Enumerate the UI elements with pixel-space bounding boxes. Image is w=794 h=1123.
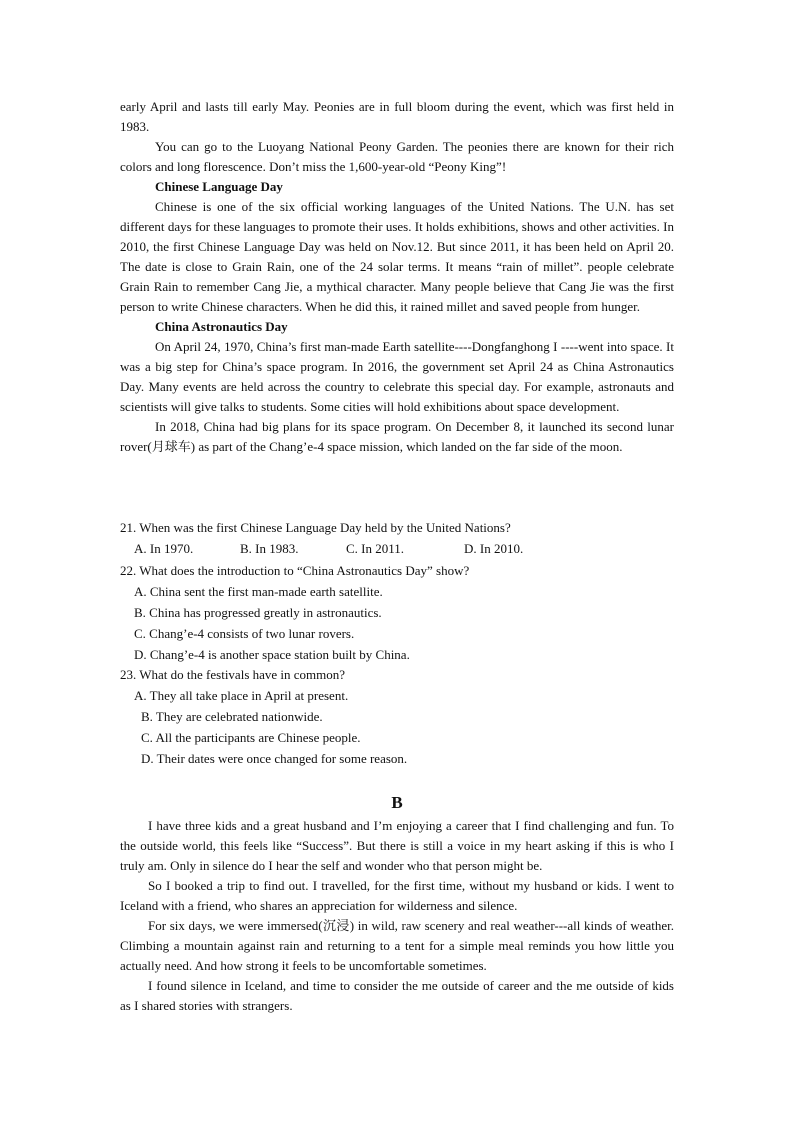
paragraph-b-4: I found silence in Iceland, and time to consider the me outside of career and the me outside of kids as I shared stories with strangers. xyxy=(120,978,674,1013)
passage-b xyxy=(120,816,674,1016)
heading-china-astronautics-day: China Astronautics Day xyxy=(155,319,288,334)
option-23-d[interactable]: D. Their dates were once changed for some reason. xyxy=(141,751,408,766)
option-23-c[interactable]: C. All the participants are Chinese people. xyxy=(141,730,361,745)
paragraph-b-1: I have three kids and a great husband and I’m enjoying a career that I find challenging and fun. To the outside world, this feels like “Success”. But there is still a voice in my heart asking if this is who I truly am. Only in silence do I hear the self and wonder who that person might be. xyxy=(120,818,674,873)
option-22-a[interactable]: A. China sent the first man-made earth satellite. xyxy=(134,584,383,599)
option-21-a[interactable]: A. In 1970. xyxy=(134,541,194,556)
heading-chinese-language-day: Chinese Language Day xyxy=(155,179,283,194)
paragraph-lunar-rover: In 2018, China had big plans for its space program. On December 8, it launched its second lunar rover(月球车) as part of the Chang’e-4 space mission, which landed on the far side of the moon. xyxy=(120,419,674,454)
paragraph-b-3: For six days, we were immersed(沉浸) in wild, raw scenery and real weather---all kinds of weather. Climbing a mountain against rain and returning to a tent for a simple meal reminds you how little you actually need. And how strong it feels to be uncomfortable sometimes. xyxy=(120,918,674,973)
question-22: 22. What does the introduction to “China Astronautics Day” show? xyxy=(120,563,470,578)
option-23-b[interactable]: B. They are celebrated nationwide. xyxy=(141,709,323,724)
option-21-d[interactable]: D. In 2010. xyxy=(464,541,524,556)
paragraph-chinese-language-day: Chinese is one of the six official working languages of the United Nations. The U.N. has set different days for these languages to promote their uses. It holds exhibitions, shows and other activities. In 2010, the first Chinese Language Day was held on Nov.12. But since 2011, it has been held on April 20. The date is close to Grain Rain, one of the 24 solar terms. It means “rain of millet”. people celebrate Grain Rain to remember Cang Jie, a mythical character. Many people believe that Cang Jie was the first person to write Chinese characters. When he did this, it rained millet and saved people from hunger. xyxy=(120,199,674,314)
section-b-title: B xyxy=(391,793,403,812)
option-21-b[interactable]: B. In 1983. xyxy=(240,541,299,556)
option-22-d[interactable]: D. Chang’e-4 is another space station built by China. xyxy=(134,647,410,662)
question-21-options xyxy=(120,539,680,559)
paragraph-b-2: So I booked a trip to find out. I travelled, for the first time, without my husband or kids. I went to Iceland with a friend, who shares an appreciation for wilderness and silence. xyxy=(120,878,674,913)
question-21: 21. When was the first Chinese Language Day held by the United Nations? xyxy=(120,520,511,535)
questions xyxy=(120,518,680,769)
option-23-a[interactable]: A. They all take place in April at present. xyxy=(134,688,349,703)
paragraph-peony-garden: You can go to the Luoyang National Peony Garden. The peonies there are known for their rich colors and long florescence. Don’t miss the 1,600-year-old “Peony King”! xyxy=(120,139,674,174)
paragraph-peony-event: early April and lasts till early May. Peonies are in full bloom during the event, which was first held in 1983. xyxy=(120,99,674,134)
passage-a xyxy=(120,97,674,457)
option-22-c[interactable]: C. Chang’e-4 consists of two lunar rovers. xyxy=(134,626,355,641)
question-23: 23. What do the festivals have in common? xyxy=(120,667,346,682)
paragraph-astronautics-day: On April 24, 1970, China’s first man-made Earth satellite----Dongfanghong I ----went into space. It was a big step for China’s space program. In 2016, the government set April 24 as China Astronautics Day. Many events are held across the country to celebrate this special day. For example, astronauts and scientists will give talks to students. Some cities will hold exhibitions about space development. xyxy=(120,339,674,414)
option-21-c[interactable]: C. In 2011. xyxy=(346,541,405,556)
option-22-b[interactable]: B. China has progressed greatly in astronautics. xyxy=(134,605,382,620)
